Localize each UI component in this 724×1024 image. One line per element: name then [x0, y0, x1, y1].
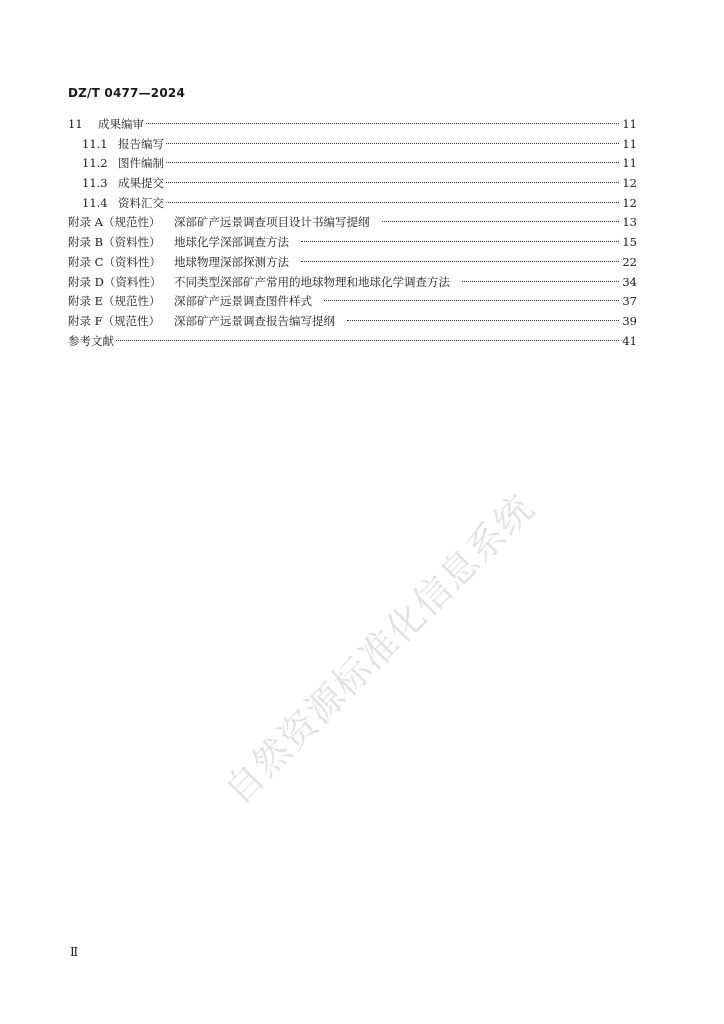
toc-entry-appendix[interactable]: [68, 213, 637, 233]
toc-dot-leader: [301, 261, 619, 262]
toc-entry-title: 地球化学深部调查方法: [174, 235, 289, 250]
standard-code: DZ/T 0477—2024: [68, 86, 186, 100]
toc-entry-appendix[interactable]: [68, 253, 637, 273]
toc-entry-appendix[interactable]: [68, 292, 637, 312]
toc-entry-page: 11: [622, 136, 637, 151]
toc-entry-page: 12: [622, 195, 637, 210]
toc-dot-leader: [301, 241, 619, 242]
toc-entry[interactable]: [68, 174, 637, 194]
toc-entry-number: 附录 E（规范性）: [68, 294, 161, 309]
toc-entry-number: 附录 D（资料性）: [68, 274, 162, 289]
toc-entry[interactable]: [68, 115, 637, 135]
toc-entry-number: 11.4: [82, 195, 108, 210]
toc-entry-page: 41: [622, 333, 637, 348]
toc-entry[interactable]: [68, 135, 637, 155]
toc-entry-page: 39: [622, 313, 637, 328]
toc-entry-page: 34: [622, 274, 637, 289]
toc-entry-appendix[interactable]: [68, 312, 637, 332]
toc-entry-appendix[interactable]: [68, 233, 637, 253]
toc-entry-number: 11.2: [82, 156, 108, 171]
toc-entry-page: 22: [622, 254, 637, 269]
toc-entry-page: 12: [622, 176, 637, 191]
toc-dot-leader: [146, 123, 619, 124]
toc-entry-title: 成果提交: [118, 176, 164, 191]
toc-dot-leader: [462, 281, 619, 282]
toc-entry-page: 11: [622, 156, 637, 171]
toc-entry-page: 11: [622, 117, 637, 131]
table-of-contents: [68, 115, 637, 351]
toc-entry-page: 37: [622, 294, 637, 309]
toc-entry-number: 11.3: [82, 176, 108, 191]
toc-dot-leader: [347, 320, 619, 321]
toc-dot-leader: [116, 340, 619, 341]
toc-entry-title: 图件编制: [118, 156, 164, 171]
toc-entry-title: 不同类型深部矿产常用的地球物理和地球化学调查方法: [174, 274, 450, 289]
toc-entry-title: 深部矿产远景调查项目设计书编写提纲: [174, 215, 370, 230]
toc-entry[interactable]: [68, 154, 637, 174]
toc-entry-appendix[interactable]: [68, 273, 637, 293]
toc-dot-leader: [166, 162, 619, 163]
toc-entry-references[interactable]: [68, 332, 637, 352]
toc-entry-page: 13: [622, 215, 637, 230]
toc-entry-title: 地球物理深部探测方法: [174, 254, 289, 269]
page-number: Ⅱ: [70, 945, 79, 959]
toc-entry-title: 深部矿产远景调查图件样式: [174, 294, 312, 309]
toc-entry-title: 参考文献: [68, 333, 114, 348]
toc-dot-leader: [382, 221, 620, 222]
toc-entry-number: 附录 A（规范性）: [68, 215, 161, 230]
toc-entry-number: 11.1: [82, 136, 108, 151]
toc-entry-number: 附录 C（资料性）: [68, 254, 161, 269]
toc-entry-title: 资料汇交: [118, 195, 164, 210]
toc-dot-leader: [166, 143, 619, 144]
toc-entry-number: 附录 F（规范性）: [68, 313, 161, 328]
toc-dot-leader: [166, 202, 619, 203]
toc-entry-page: 15: [622, 235, 637, 250]
toc-entry-title: 报告编写: [118, 136, 164, 151]
toc-entry-number: 附录 B（资料性）: [68, 235, 161, 250]
toc-entry-number: 11: [68, 117, 83, 131]
toc-entry[interactable]: [68, 194, 637, 214]
watermark: 自然资源标准化信息系统: [216, 486, 543, 813]
toc-entry-title: 成果编审: [98, 117, 144, 131]
toc-entry-title: 深部矿产远景调查报告编写提纲: [174, 313, 335, 328]
toc-dot-leader: [166, 182, 619, 183]
toc-dot-leader: [324, 300, 619, 301]
